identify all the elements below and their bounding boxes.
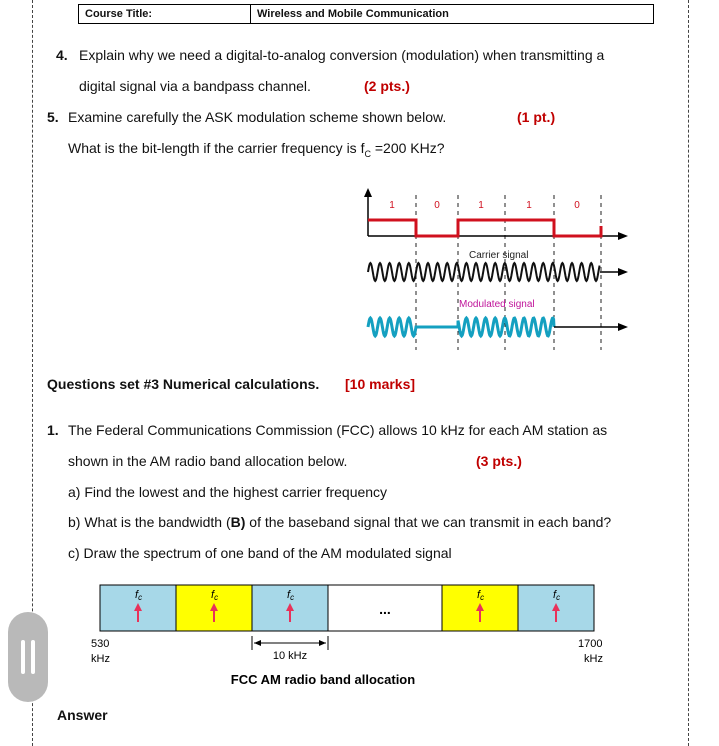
q1-part-b-pre: b) What is the bandwidth ( xyxy=(68,514,231,530)
bit-axis-arrowhead xyxy=(364,188,372,197)
q1-part-a: a) Find the lowest and the highest carrier frequency xyxy=(68,484,388,500)
q4-number: 4. xyxy=(56,47,68,63)
carrier-signal-wave xyxy=(368,263,600,281)
side-panel-handle[interactable] xyxy=(8,612,48,702)
set3-title: Questions set #3 Numerical calculations. xyxy=(47,376,320,392)
q5-text-line2 xyxy=(68,140,445,159)
q1-points: (3 pts.) xyxy=(476,453,522,469)
course-title-label: Course Title: xyxy=(79,5,251,23)
carrier-axis-arrow xyxy=(618,268,628,276)
carrier-label-3: fc xyxy=(287,589,295,602)
q1-part-b xyxy=(68,514,611,530)
bit-label-3: 1 xyxy=(478,200,484,211)
course-title-table xyxy=(78,4,654,24)
spacing-arrow-left xyxy=(254,640,261,646)
left-frequency-unit: kHz xyxy=(91,653,110,665)
right-frequency-unit: kHz xyxy=(584,653,603,665)
modulated-axis-arrow xyxy=(618,323,628,331)
q5-line2-main: What is the bit-length if the carrier frequency is f xyxy=(68,140,365,156)
band-ellipsis: ... xyxy=(379,601,391,617)
q5-line2-end: =200 KHz? xyxy=(370,140,445,156)
bit-label-5: 0 xyxy=(574,200,580,211)
q5-text-line1: Examine carefully the ASK modulation scheme shown below. xyxy=(68,109,447,125)
q5-number: 5. xyxy=(47,109,59,125)
carrier-label-4: fc xyxy=(477,589,485,602)
bit-label-2: 0 xyxy=(434,200,440,211)
carrier-label-1: fc xyxy=(135,589,143,602)
spacing-arrow-right xyxy=(319,640,326,646)
q1-part-c: c) Draw the spectrum of one band of the AM modulated signal xyxy=(68,545,452,561)
carrier-signal-label: Carrier signal xyxy=(469,250,529,261)
q1-part-b-bold: B) xyxy=(230,514,246,530)
modulated-signal-label: Modulated signal xyxy=(459,299,535,310)
set3-marks: [10 marks] xyxy=(345,376,416,392)
handle-grip-left xyxy=(21,640,25,674)
carrier-label-2: fc xyxy=(211,589,219,602)
q4-text-line2: digital signal via a bandpass channel. xyxy=(79,78,311,94)
q1-part-b-post: of the baseband signal that we can transmit in each band? xyxy=(245,514,612,530)
q1-text-line1: The Federal Communications Commission (FCC) allows 10 kHz for each AM station as xyxy=(68,422,608,438)
am-figure-caption: FCC AM radio band allocation xyxy=(230,672,416,687)
q1-text-line2: shown in the AM radio band allocation below. xyxy=(68,453,348,469)
am-band-allocation-figure xyxy=(90,580,620,690)
right-margin-line xyxy=(688,0,689,746)
modulated-signal-wave xyxy=(368,318,554,336)
q5-line2-subscript: C xyxy=(364,148,371,159)
right-frequency-value: 1700 xyxy=(578,638,603,650)
left-frequency-value: 530 xyxy=(91,638,110,650)
ask-modulation-figure xyxy=(355,185,635,365)
handle-grip-right xyxy=(31,640,35,674)
spacing-label: 10 kHz xyxy=(272,650,308,662)
carrier-label-5: fc xyxy=(553,589,561,602)
q4-points: (2 pts.) xyxy=(364,78,410,94)
bit-axis-arrow xyxy=(618,232,628,240)
course-title-value: Wireless and Mobile Communication xyxy=(257,8,449,20)
answer-label: Answer xyxy=(57,707,108,723)
q5-points: (1 pt.) xyxy=(517,109,556,125)
q4-text-line1: Explain why we need a digital-to-analog conversion (modulation) when transmitting a xyxy=(79,47,605,63)
q1-number: 1. xyxy=(47,422,59,438)
bit-label-4: 1 xyxy=(526,200,532,211)
bit-label-1: 1 xyxy=(389,200,395,211)
digital-bit-waveform xyxy=(368,220,601,236)
